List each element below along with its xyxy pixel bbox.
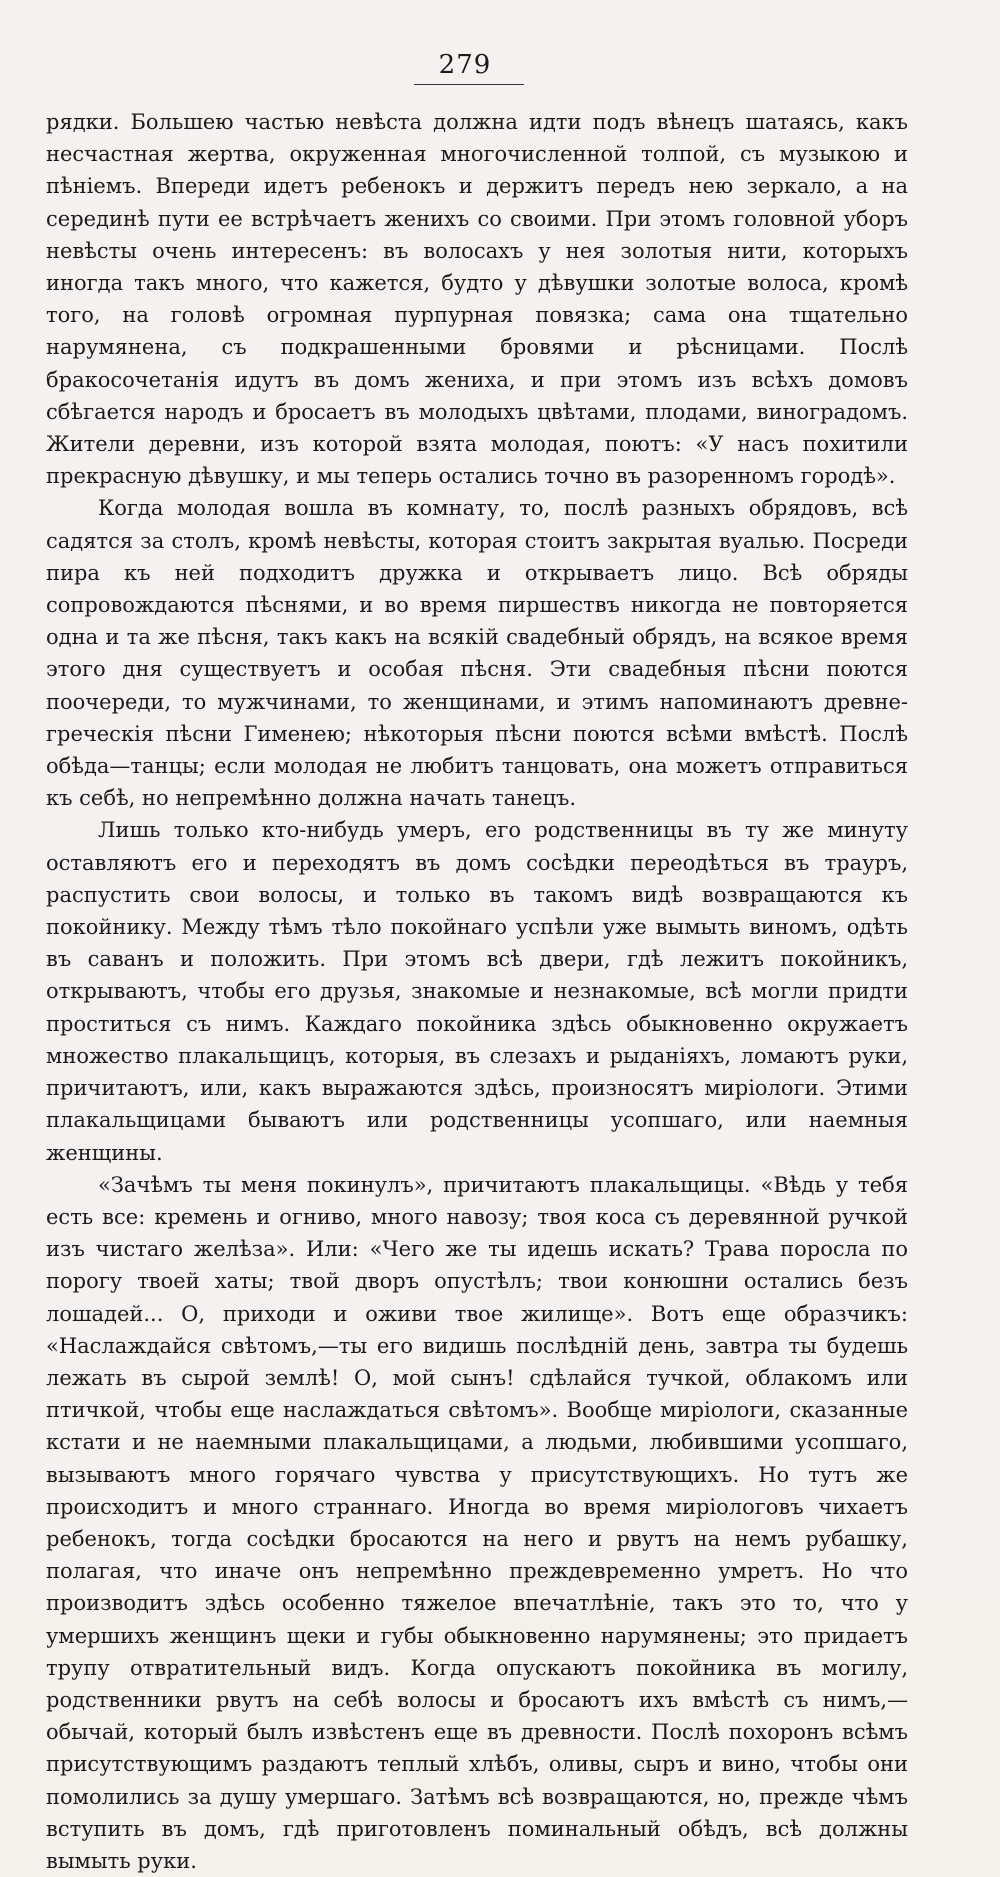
paragraph-4: «Зачѣмъ ты меня покинулъ», причитаютъ плакальщицы. «Вѣдь у тебя есть все: кремень и огниво, много навозу; твоя коса съ деревянной ручкой изъ чистаго желѣза». Или: «Чего же ты идешь искать? Трава поросла по порогу твоей хаты; твой дворъ опустѣлъ; твои конюшни остались безъ лошадей... О, приходи и оживи твое жилище». Вотъ еще образчикъ: «Наслаждайся свѣтомъ,—ты его видишь послѣдній день, завтра ты будешь лежать въ сырой землѣ! О, мой сынъ! сдѣлайся тучкой, облакомъ или птичкой, чтобы еще наслаждаться свѣтомъ». Вообще миріологи, сказанные кстати и не наемными плакальщицами, а людьми, любившими усопшаго, вызываютъ много горячаго чувства у присутствующихъ. Но тутъ же происходитъ и много страннаго. Иногда во время миріологовъ чихаетъ ребенокъ, тогда сосѣдки бросаются на него и рвутъ на немъ рубашку, полагая, что иначе онъ непремѣнно преждевременно умретъ. Но что производитъ здѣсь особенно тяжелое впечатлѣніе, такъ это то, что у умершихъ женщинъ щеки и губы обыкновенно нарумянены; это придаетъ трупу отвратительный видъ. Когда опускаютъ покойника въ могилу, родственники рвутъ на себѣ волосы и бросаютъ ихъ вмѣстѣ съ нимъ,—обычай, который былъ извѣстенъ еще въ древности. Послѣ похоронъ всѣмъ присутствующимъ раздаютъ теплый хлѣбъ, оливы, сыръ и вино, чтобы они помолились за душу умершаго. Затѣмъ всѣ возвращаются, но, прежде чѣмъ вступить въ домъ, гдѣ приготовленъ поминальный обѣдъ, всѣ должны вымыть руки. bbox=[46, 1172, 908, 1873]
body-text bbox=[46, 106, 908, 1877]
paragraph-1: рядки. Большею частью невѣста должна идти подъ вѣнецъ шатаясь, какъ несчастная жертва, окруженная многочисленной толпой, съ музыкою и пѣніемъ. Впереди идетъ ребенокъ и держитъ передъ нею зеркало, а на серединѣ пути ее встрѣчаетъ женихъ со своими. При этомъ головной уборъ невѣсты очень интересенъ: въ волосахъ у нея золотыя нити, которыхъ иногда такъ много, что кажется, будто у дѣвушки золотые волоса, кромѣ того, на головѣ огромная пурпурная повязка; сама она тщательно нарумянена, съ подкрашенными бровями и рѣсницами. Послѣ бракосочетанія идутъ въ домъ жениха, и при этомъ изъ всѣхъ домовъ сбѣгается народъ и бросаетъ въ молодыхъ цвѣтами, плодами, виноградомъ. Жители деревни, изъ которой взята молодая, поютъ: «У насъ похитили прекрасную дѣвушку, и мы теперь остались точно въ разоренномъ городѣ». bbox=[46, 110, 908, 489]
page-number: 279 bbox=[438, 50, 492, 80]
paragraph-2: Когда молодая вошла въ комнату, то, послѣ разныхъ обрядовъ, всѣ садятся за столъ, кромѣ невѣсты, которая стоитъ закрытая вуалью. Посреди пира къ ней подходитъ дружка и открываетъ лицо. Всѣ обряды сопровождаются пѣснями, и во время пиршествъ никогда не повторяется одна и та же пѣсня, такъ какъ на всякій свадебный обрядъ, на всякое время этого дня существуетъ и особая пѣсня. Эти свадебныя пѣсни поются поочереди, то мужчинами, то женщинами, и этимъ напоминаютъ древне-греческія пѣсни Гименею; нѣкоторыя пѣсни поются всѣми вмѣстѣ. Послѣ обѣда—танцы; если молодая не любитъ танцовать, она можетъ отправиться къ себѣ, но непремѣнно должна начать танецъ. bbox=[46, 496, 908, 811]
header-rule bbox=[414, 84, 524, 85]
paragraph-3: Лишь только кто-нибудь умеръ, его родственницы въ ту же минуту оставляютъ его и переходятъ въ домъ сосѣдки переодѣться въ трауръ, распустить свои волосы, и только въ такомъ видѣ возвращаются къ покойнику. Между тѣмъ тѣло покойнаго успѣли уже вымыть виномъ, одѣть въ саванъ и положить. При этомъ всѣ двери, гдѣ лежитъ покойникъ, открываютъ, чтобы его друзья, знакомые и незнакомые, всѣ могли придти проститься съ нимъ. Каждаго покойника здѣсь обыкновенно окружаетъ множество плакальщицъ, которыя, въ слезахъ и рыданіяхъ, ломаютъ руки, причитаютъ, или, какъ выражаются здѣсь, произносятъ миріологи. Этими плакальщицами бываютъ или родственницы усопшаго, или наемныя женщины. bbox=[46, 818, 908, 1165]
